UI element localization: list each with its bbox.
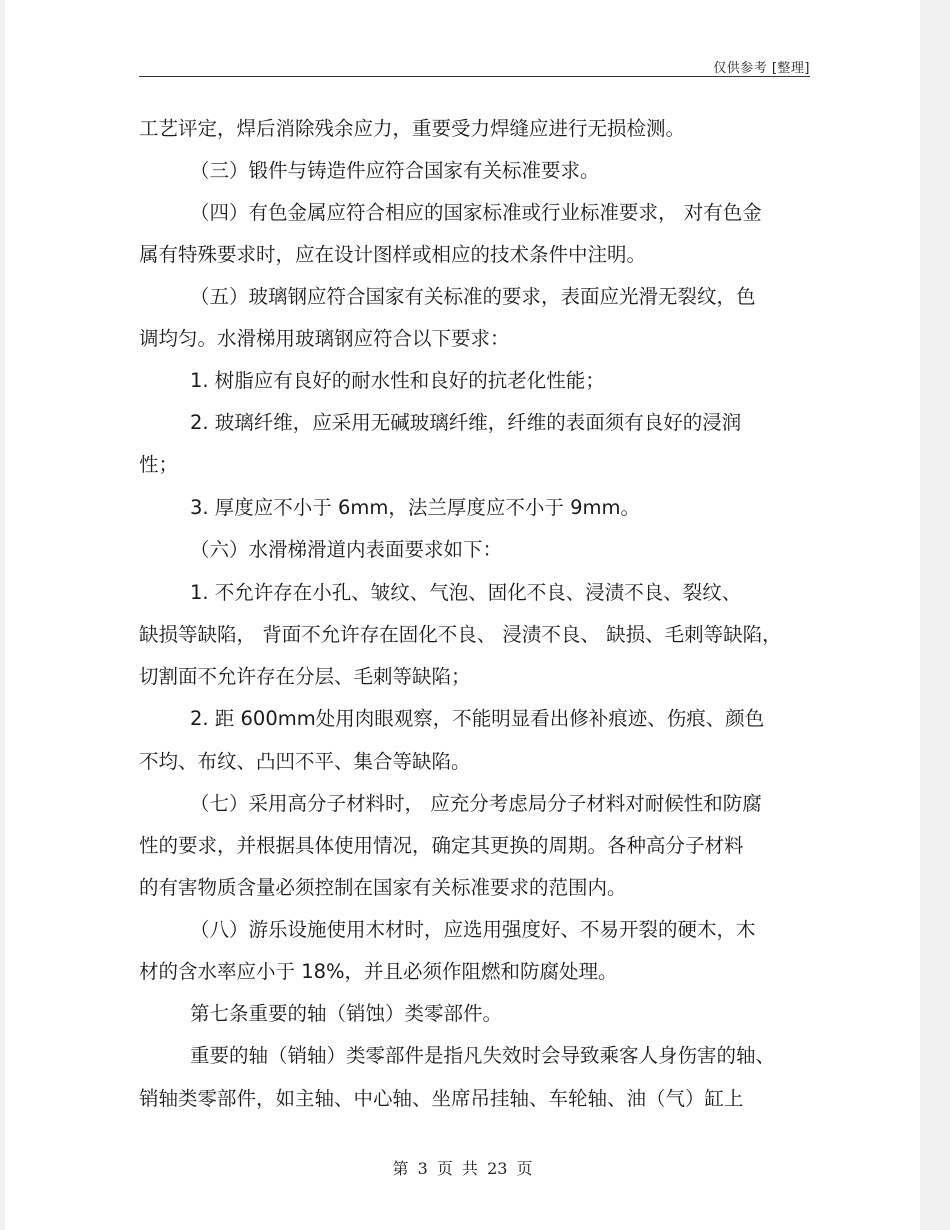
footer-di: 第 [392,1159,409,1178]
body-line: （五）玻璃钢应符合国家有关标准的要求，表面应光滑无裂纹，色 [190,285,756,308]
body-line: 1. 不允许存在小孔、皱纹、气泡、固化不良、浸渍不良、裂纹、 [190,581,742,604]
body-line: 2. 玻璃纤维，应采用无碱玻璃纤维，纤维的表面须有良好的浸润 [190,411,742,434]
body-line: 的有害物质含量必须控制在国家有关标准要求的范围内。 [139,876,627,899]
body-line: 属有特殊要求时，应在设计图样或相应的技术条件中注明。 [139,243,647,266]
header-label: 仅供参考 [整理] [713,61,810,76]
body-line: （七）采用高分子材料时， 应充分考虑局分子材料对耐候性和防腐 [190,792,762,815]
body-line: 材的含水率应小于 18%，并且必须作阻燃和防腐处理。 [139,960,618,983]
footer-total-pages: 23 [487,1159,508,1178]
body-line: 性； [139,453,179,476]
document-page [5,0,920,1230]
footer-gong: 共 [461,1159,478,1178]
body-line: 重要的轴（销轴）类零部件是指凡失效时会导致乘客人身伤害的轴、 [190,1044,776,1067]
body-line: 销轴类零部件，如主轴、中心轴、坐席吊挂轴、车轮轴、油（气）缸上 [139,1087,744,1110]
body-line: 性的要求，并根据具体使用情况，确定其更换的周期。各种高分子材料 [139,834,744,857]
footer-ye: 页 [436,1159,453,1178]
header-rule [139,76,810,77]
body-line: 缺损等缺陷， 背面不允许存在固化不良、 浸渍不良、 缺损、毛刺等缺陷， [139,623,782,646]
body-line: （三）锻件与铸造件应符合国家有关标准要求。 [190,159,600,182]
body-line: 第七条重要的轴（销蚀）类零部件。 [190,1002,503,1025]
body-line: 切割面不允许存在分层、毛刺等缺陷； [139,665,471,688]
body-line: 2. 距 600mm处用肉眼观察，不能明显看出修补痕迹、伤痕、颜色 [190,707,765,730]
body-line: 调均匀。水滑梯用玻璃钢应符合以下要求： [139,327,510,350]
footer-ye-2: 页 [516,1159,533,1178]
body-line: 工艺评定，焊后消除残余应力，重要受力焊缝应进行无损检测。 [139,117,686,140]
footer-page-number: 3 [417,1159,428,1178]
body-line: 3. 厚度应不小于 6mm，法兰厚度应不小于 9mm。 [190,496,640,519]
body-line: 不均、布纹、凸凹不平、集合等缺陷。 [139,750,471,773]
body-line: 1. 树脂应有良好的耐水性和良好的抗老化性能； [190,369,605,392]
body-line: （四）有色金属应符合相应的国家标准或行业标准要求， 对有色金 [190,201,762,224]
body-line: （六）水滑梯滑道内表面要求如下： [190,538,503,561]
page-footer [5,1156,920,1179]
body-line: （八）游乐设施使用木材时，应选用强度好、不易开裂的硬木，木 [190,918,756,941]
